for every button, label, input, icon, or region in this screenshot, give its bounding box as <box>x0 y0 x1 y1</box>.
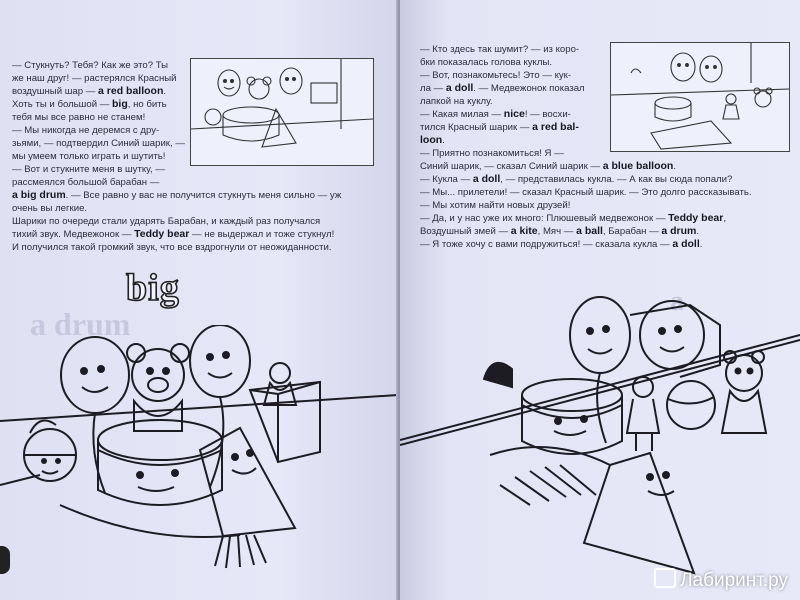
english-vocabulary-word: Teddy bear <box>134 228 190 240</box>
text-run: бки показалась голова куклы. <box>420 57 553 68</box>
text-line <box>420 187 752 198</box>
text-run: зьями, — подтвердил Синий шарик, — <box>12 138 185 149</box>
text-run: — Мы хотим найти новых друзей! <box>420 200 571 211</box>
text-line <box>12 86 166 97</box>
text-line <box>420 57 552 68</box>
english-vocabulary-word: nice <box>503 108 525 120</box>
text-line <box>12 229 334 240</box>
text-run: — Мы никогда не деремся с дру- <box>12 125 160 136</box>
text-run: — Кукла — <box>420 174 473 185</box>
text-line <box>420 135 445 146</box>
text-run: тебя мы все равно не станем! <box>12 112 146 123</box>
toys-with-drum-illustration <box>0 325 398 600</box>
ghost-background-word: a drum <box>30 306 131 342</box>
text-run: ! — восхи- <box>524 109 571 120</box>
text-run: — Вот и стукните меня в шутку, — <box>12 164 165 175</box>
toys-with-doll-illustration <box>400 295 800 600</box>
text-run: Хоть ты и большой — <box>12 99 112 110</box>
small-illustration-left <box>190 58 374 166</box>
text-line <box>420 109 571 120</box>
english-vocabulary-word: a drum <box>661 225 697 237</box>
text-line <box>12 164 165 175</box>
text-line <box>420 44 579 55</box>
english-vocabulary-word: a kite <box>510 225 538 237</box>
watermark-text: Лабиринт.ру <box>680 570 788 591</box>
text-run: , <box>723 213 727 224</box>
text-line <box>12 138 185 149</box>
small-illustration-right <box>610 42 790 152</box>
text-run: — Мы... прилетели! — сказал Красный шарик. — Это долго рассказывать. <box>420 187 752 198</box>
text-run: . — Все равно у вас не получится стукнуть меня сильно — уж <box>65 190 342 201</box>
text-run: же наш друг! — растерялся Красный <box>12 73 177 84</box>
text-run: . <box>673 161 676 172</box>
watermark <box>654 568 788 592</box>
text-run: И получился такой громкий звук, что все вздрогнули от неожиданности. <box>12 242 332 253</box>
text-run: мы умеем только играть и шутить! <box>12 151 166 162</box>
text-line <box>12 60 168 71</box>
text-line <box>420 122 579 133</box>
text-run: тихий звук. Медвежонок — <box>12 229 135 240</box>
text-run: . — Медвежонок показал <box>473 83 585 94</box>
text-run: — Приятно познакомиться! Я — <box>420 148 564 159</box>
left-page <box>0 0 398 600</box>
text-line <box>12 177 159 188</box>
vocabulary-word-big: big <box>126 267 180 309</box>
english-vocabulary-word: a red bal- <box>532 121 579 133</box>
english-vocabulary-word: a doll <box>445 82 474 94</box>
text-run: . <box>163 86 167 97</box>
english-vocabulary-word: a blue balloon <box>602 160 674 172</box>
english-vocabulary-word: a doll <box>672 238 700 250</box>
text-line <box>420 161 676 172</box>
text-line <box>420 226 699 237</box>
text-run: Воздушный змей — <box>420 226 511 237</box>
toys-scene-small-image <box>191 59 373 165</box>
text-run: . <box>442 135 445 146</box>
text-line <box>420 148 564 159</box>
text-run: , но бить <box>127 99 167 110</box>
text-run: очень вы легкие. <box>12 203 88 214</box>
text-line <box>12 190 341 201</box>
labirint-logo-icon <box>654 568 676 588</box>
text-line <box>420 96 493 107</box>
text-run: — не выдержал и тоже стукнул! <box>189 229 335 240</box>
toys-with-doll-small-image <box>611 43 789 151</box>
text-run: — Кто здесь так шумит? — из коро- <box>420 44 580 55</box>
right-page <box>400 0 800 600</box>
text-run: , — представилась кукла. — А как вы сюда попали? <box>500 174 733 185</box>
text-line <box>12 73 177 84</box>
text-run: лапкой на куклу. <box>420 96 493 107</box>
text-line <box>12 112 145 123</box>
text-line <box>420 239 702 250</box>
text-line <box>420 200 570 211</box>
page-corner-tab <box>0 546 10 574</box>
text-run: воздушный шар — <box>12 86 99 97</box>
text-run: . <box>699 239 703 250</box>
text-run: — Какая милая — <box>420 109 504 120</box>
english-vocabulary-word: a big drum <box>12 189 66 201</box>
text-line <box>12 216 320 227</box>
english-vocabulary-word: Teddy bear <box>668 212 724 224</box>
text-run: — Я тоже хочу с вами подружиться! — сказала кукла — <box>420 239 673 250</box>
text-run: — Да, и у нас уже их много: Плюшевый медвежонок — <box>420 213 669 224</box>
text-line <box>12 242 332 253</box>
text-line <box>12 151 165 162</box>
english-vocabulary-word: a ball <box>576 225 603 237</box>
english-vocabulary-word: a red balloon <box>98 85 164 97</box>
ghost-background-word-right: a <box>670 286 684 317</box>
text-run: Шарики по очереди стали ударять Барабан, и каждый раз получался <box>12 216 321 227</box>
english-vocabulary-word: a doll <box>472 173 501 185</box>
text-line <box>12 99 167 110</box>
text-line <box>420 70 571 81</box>
text-run: , Барабан — <box>602 226 662 237</box>
text-line <box>420 174 732 185</box>
text-line <box>420 83 585 94</box>
text-line <box>12 203 87 214</box>
text-run: ла — <box>420 83 446 94</box>
english-vocabulary-word: loon <box>420 134 443 146</box>
text-run: — Стукнуть? Тебя? Как же это? Ты <box>12 60 169 71</box>
english-vocabulary-word: big <box>112 98 128 110</box>
text-run: Синий шарик, — сказал Синий шарик — <box>420 161 603 172</box>
text-run: тился Красный шарик — <box>420 122 533 133</box>
text-run: . <box>696 226 700 237</box>
text-run: , Мяч — <box>537 226 577 237</box>
text-run: — Вот, познакомьтесь! Это — кук- <box>420 70 572 81</box>
text-line <box>12 125 159 136</box>
text-run: рассмеялся большой барабан — <box>12 177 160 188</box>
text-line <box>420 213 726 224</box>
